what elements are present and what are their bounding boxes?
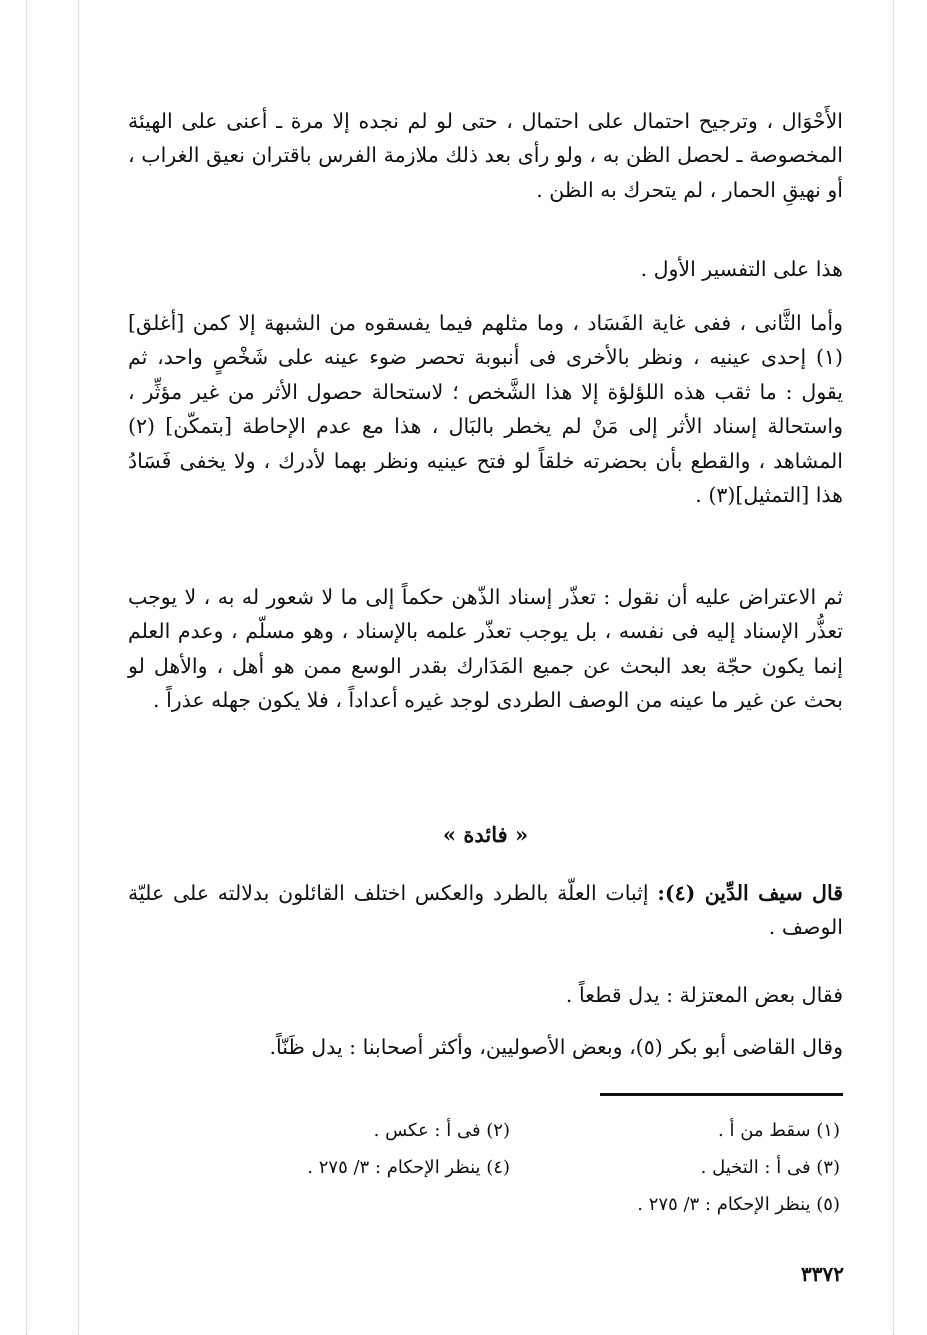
paragraph-lead: قال سيف الدِّين (٤): — [657, 881, 843, 905]
section-heading: « فائدة » — [442, 822, 529, 847]
body-paragraph-4: ثم الاعتراض عليه أن نقول : تعذّر إسناد الذّهن حكماً إلى ما لا شعور له به ، لا يوجب تعذُّر الإسناد إليه فى نفسه ، بل يوجب تعذّر علمه بالإسناد ، وهو مسلّم ، وعدم العلم إنما يكون حجّة بعد البحث عن جميع المَدَارك بقدر الوسع ممن هو أهل ، والأهل لو بحث عن غير ما عينه من الوصف الطردى لوجد غيره أعداداً ، فلا يكون جهله عذراً . — [128, 585, 843, 713]
scan-edge-line — [893, 0, 894, 1335]
scan-edge-line — [78, 0, 79, 1335]
body-paragraph-1: الأَحْوَال ، وترجيح احتمال على احتمال ، حتى لو لم نجده إلا مرة ـ أعنى على الهيئة المخصوصة ـ لحصل الظن به ، ولو رأى بعد ذلك ملازمة الفرس باقتران نعيق الغراب ، أو نهيقِ الحمار ، لم يتحرك به الظن . — [128, 109, 843, 202]
footnote-row — [180, 1149, 840, 1186]
footnote-divider — [600, 1093, 843, 1096]
scan-edge-line — [26, 0, 27, 1335]
body-paragraph-3: وأما الثَّانى ، ففى غاية الفَسَاد ، وما مثلهم فيما يفسقوه من الشبهة إلا كمن [أغلق] (١) إحدى عينيه ، ونظر بالأخرى فى أنبوبة تحصر ضوء عينه على شَخْصٍ واحد، ثم يقول : ما ثقب هذه اللؤلؤة إلا هذا الشَّخص ؛ لاستحالة حصول الأثر من غير مؤثِّر ، واستحالة إسناد الأثر إلى مَنْ لم يخطر بالبَال ، هذا مع عدم الإحاطة [بتمكّن] (٢) المشاهد ، والقطع بأن بحضرته خلقاً لو فتح عينيه ونظر بهما لأدرك ، ولا يخفى فَسَادُ هذا [التمثيل](٣) . — [128, 311, 843, 508]
footnote-row — [180, 1186, 840, 1223]
body-paragraph-5 — [128, 876, 843, 945]
body-paragraph-6: فقال بعض المعتزلة : يدل قطعاً . — [565, 983, 843, 1007]
footnote-5: (٥) ينظر الإحكام : ٣/ ٢٧٥ . — [637, 1194, 840, 1215]
footnotes — [180, 1112, 840, 1223]
paragraph-rest: إثبات العلّة بالطرد والعكس اختلف القائلون بدلالته على عليّة الوصف . — [128, 881, 843, 940]
body-paragraph-7: وقال القاضى أبو بكر (٥)، وبعض الأصوليين، وأكثر أصحابنا : يدل ظَنّاً. — [269, 1035, 843, 1059]
footnote-1: (١) سقط من أ . — [718, 1120, 840, 1141]
page-number: ٣٣٧٢ — [801, 1262, 844, 1286]
body-paragraph-2: هذا على التفسير الأول . — [640, 257, 843, 281]
footnote-4: (٤) ينظر الإحكام : ٣/ ٢٧٥ . — [307, 1157, 510, 1178]
footnote-2: (٢) فى أ : عكس . — [373, 1120, 510, 1141]
footnote-row — [180, 1112, 840, 1149]
footnote-3: (٣) فى أ : التخيل . — [700, 1157, 840, 1178]
